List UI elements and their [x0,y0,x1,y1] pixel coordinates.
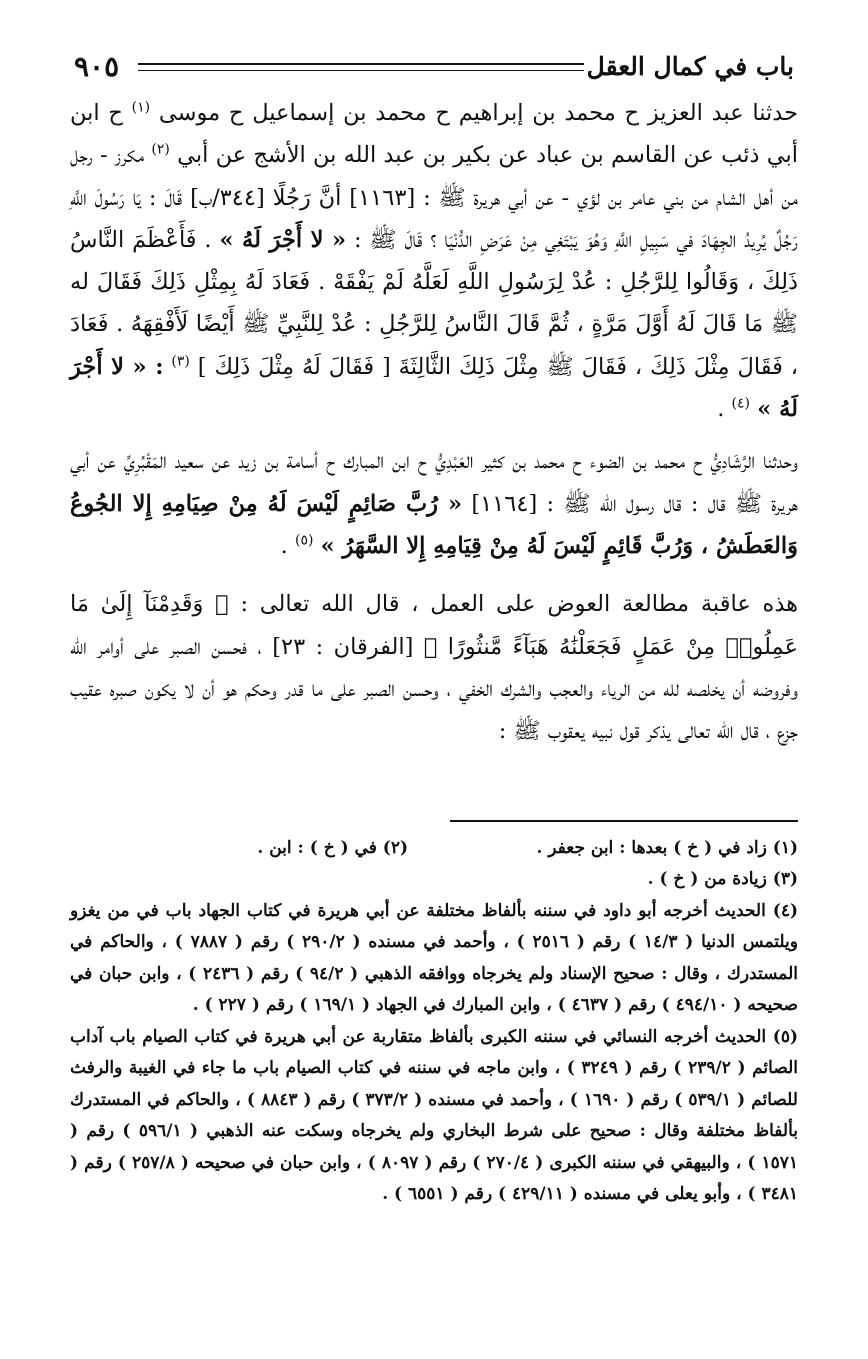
footnote-3: (٣) زيادة من ( خ ) . [647,869,798,889]
header-rule-thin [138,70,584,71]
footnote-2: (٢) في ( خ ) : ابن . [257,838,408,858]
footnote-separator [450,820,798,822]
paragraph-hadith-1164 [70,440,798,567]
text-run: مكرز - رجل من أهل الشام من بني عامر بن لؤي - عن أبي هريرة ﷺ : [١١٦٣] أنَّ رَجُلًا [٣٤٤/ب] قَالَ : يَا رَسُولَ اللَّهِ رَجُلٌ يُرِيدُ الجِهَادَ في سَبِيلِ اللَّهِ وَهُوَ يَبْتَغِي مِنْ عَرَضِ الدُّنْيَا ؟ قَالَ ﷺ : [70,142,799,253]
footnote-5: (٥) الحديث أخرجه النسائي في سننه الكبرى بألفاظ متقاربة عن أبي هريرة في كتاب الصيام باب آداب الصائم ( ٢٣٩/٢ ) رقم ( ٣٢٤٩ ) ، وابن ماجه في سننه في كتاب الصيام باب ما جاء في الغيبة والرفث للصائم ( ٥٣٩/١ ) رقم ( ١٦٩٠ ) ، وأحمد في مسنده ( ٣٧٣/٢ ) رقم ( ٨٨٤٣ ) ، والحاكم في المستدرك بألفاظ مختلفة وقال : صحيح على شرط البخاري ولم يخرجاه وسكت عنه الذهبي ( ٥٩٦/١ ) رقم ( ١٥٧١ ) ، والبيهقي في سننه الكبرى ( ٢٧٠/٤ ) رقم ( ٨٠٩٧ ) ، وابن حبان في صحيحه ( ٢٥٧/٨ ) رقم ( ٣٤٨١ ) ، وأبو يعلى في مسنده ( ٤٢٩/١١ ) رقم ( ٦٥٥١ ) . [70,1026,798,1204]
footnote-ref-3[interactable]: (٣) [171,353,190,370]
paragraph-commentary [70,583,798,752]
footnote-ref-4[interactable]: (٤) [731,395,751,412]
text-run: ح ابن أبي ذئب عن القاسم بن عباد عن بكير بن عبد الله بن الأشج عن أبي [70,100,799,169]
header-rule [138,63,584,65]
text-run: حدثنا عبد العزيز ح محمد بن إبراهيم ح محمد بن إسماعيل ح موسى [158,100,798,126]
footnote-4: (٤) الحديث أخرجه أبو داود في سننه بألفاظ مختلفة عن أبي هريرة في كتاب الجهاد باب في من يغزو ويلتمس الدنيا ( ١٤/٣ ) رقم ( ٢٥١٦ ) ، وأحمد في مسنده ( ٢٩٠/٢ ) رقم ( ٧٨٨٧ ) ، والحاكم في المستدرك ، وقال : صحيح الإسناد ولم يخرجاه ووافقه الذهبي ( ٩٤/٢ ) رقم ( ٢٤٣٦ ) ، وابن حبان في صحيحه ( ٤٩٤/١٠ ) رقم ( ٤٦٣٧ ) ، وابن المبارك في الجهاد ( ١٦٩/١ ) رقم ( ٢٢٧ ) . [70,900,798,1015]
footnote-1: (١) زاد في ( خ ) بعدها : ابن جعفر . [536,838,798,858]
footnote-ref-2[interactable]: (٢) [151,141,170,158]
text-run: . [717,396,725,423]
main-text [70,92,798,752]
footnotes [70,832,798,1211]
hadith-quote: : « لا أَجْرَ لَهُ » [70,353,798,423]
page-header [74,46,794,86]
footnote-ref-1[interactable]: (١) [131,99,151,116]
hadith-quote: « لا أَجْرَ لَهُ » [219,226,347,253]
paragraph-hadith-1163 [70,92,798,430]
text-run: هذه عاقبة مطالعة العوض على العمل ، قال الله تعالى : ﴿ وَقَدِمْنَآ إِلَىٰ مَا عَمِلُوا۟ مِنْ عَمَلٍ فَجَعَلْنَٰهُ هَبَآءً مَّنثُورًا ﴾ [الفرقان : ٢٣] ، فحسن الصبر على أوامر الله وفروضه أن يخلصه لله من الرياء والعجب والشرك الخفي ، وحسن الصبر على ما قدر وحكم هو أن لا يكون صبره عقيب جزع ، قال الله تعالى يذكر قول نبيه يعقوب ﷺ : [70,591,798,745]
chapter-title: باب في كمال العقل [586,52,794,81]
text-run: وحدثنا الرَّشَادِيُّ ح محمد بن الضوء ح محمد بن كثير العَبْدِيُّ ح ابن المبارك ح أسامة بن زيد عن سعيد المَقْبُرِيِّ عن أبي هريرة ﷺ قال : قال رسول الله ﷺ : [١١٦٤] [70,448,798,517]
text-run: . [280,532,288,559]
hadith-quote: « رُبَّ صَائِمٍ لَيْسَ لَهُ مِنْ صِيَامِهِ إِلا الجُوعُ وَالعَطَشُ ، وَرُبَّ قَائِمٍ لَيْسَ لَهُ مِنْ قِيَامِهِ إِلا السَّهَرُ » [70,490,798,559]
footnote-row [70,832,798,864]
footnote-ref-5[interactable]: (٥) [294,532,314,549]
text-run: . فَأَعْظَمَ النَّاسُ ذَلِكَ ، وَقَالُوا لِلرَّجُلِ : عُدْ لِرَسُولِ اللَّهِ لَعَلَّهُ لَمْ يَفْقَهْ . فَعَادَ لَهُ بِمِثْلِ ذَلِكَ فَقَالَ له ﷺ مَا قَالَ لَهُ أَوَّلَ مَرَّةٍ ، ثُمَّ قَالَ النَّاسُ لِلرَّجُلِ : عُدْ لِلنَّبِيِّ ﷺ أَيْضًا لَأَفْقِهَهُ . فَعَادَ ، فَقَالَ مِثْلَ ذَلِكَ ، فَقَالَ ﷺ مِثْلَ ذَلِكَ الثَّالِثَةَ [ فَقَالَ لَهُ مِثْلَ ذَلِكَ ] [70,226,799,380]
page-number: ٩٠٥ [74,50,120,83]
